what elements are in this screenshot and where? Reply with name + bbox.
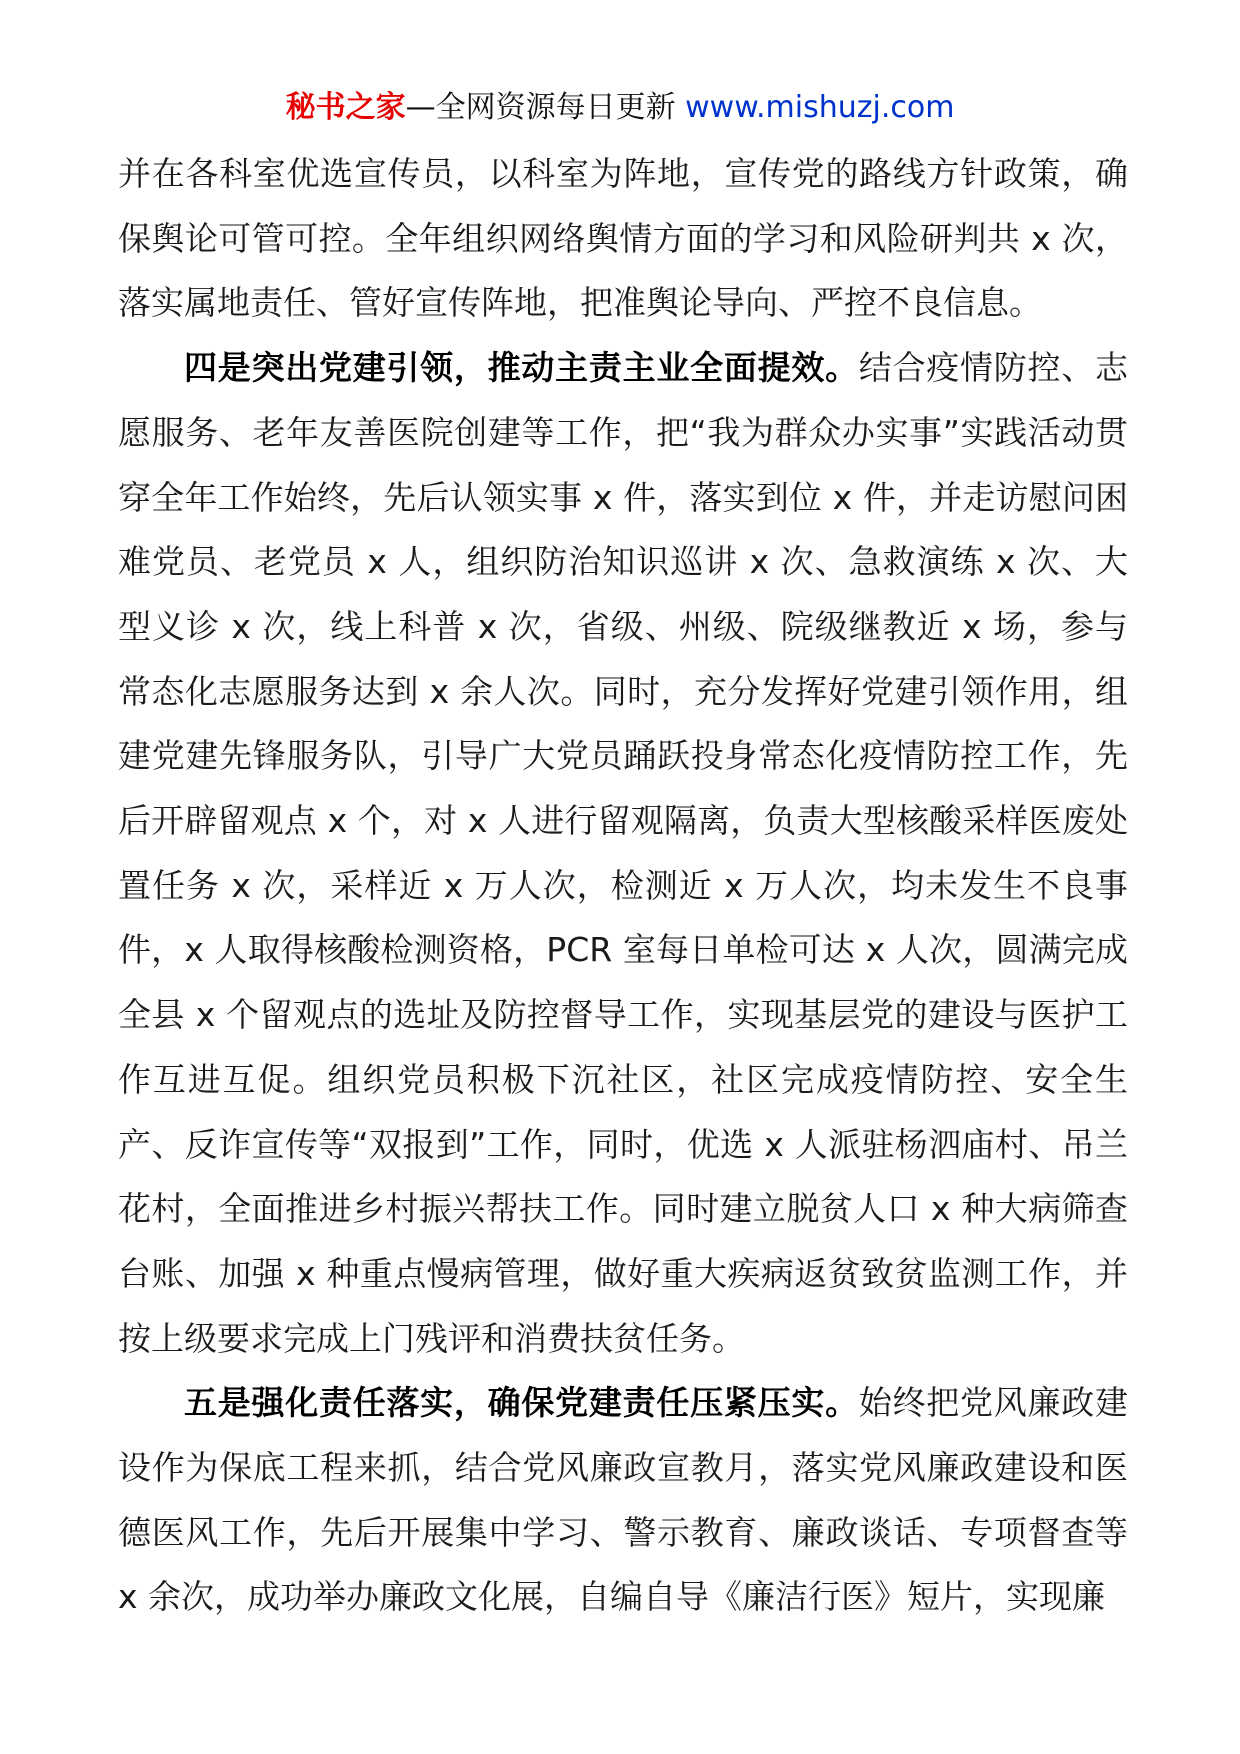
paragraph-text: 结合疫情防控、志愿服务、老年友善医院创建等工作，把“我为群众办实事”实践活动贯穿全年工作始终，先后认领实事 x 件，落实到位 x 件，并走访慰问困难党员、老党员 x 人，组织防治知识巡讲 x 次、急救演练 x 次、大型义诊 x 次，线上科普 x 次，省级、州级、院级继教近 x 场，参与常态化志愿服务达到 x 余人次。同时，充分发挥好党建引领作用，组建党建先锋服务队，引导广大党员踊跃投身常态化疫情防控工作，先后开辟留观点 x 个，对 x 人进行留观隔离，负责大型核酸采样医废处置任务 x 次，采样近 x 万人次，检测近 x 万人次，均未发生不良事件，x 人取得核酸检测资格，PCR 室每日单检可达 x 人次，圆满完成全县 x 个留观点的选址及防控督导工作，实现基层党的建设与医护工作互进互促。组织党员积极下沉社区，社区完成疫情防控、安全生产、反诈宣传等“双报到”工作，同时，优选 x 人派驻杨泗庙村、吊兰花村，全面推进乡村振兴帮扶工作。同时建立脱贫人口 x 种大病筛查台账、加强 x 种重点慢病管理，做好重大疾病返贫致贫监测工作，并按上级要求完成上门残评和消费扶贫任务。 xyxy=(118,348,1129,1358)
paragraph-section-four xyxy=(118,336,1128,1371)
paragraph-lead: 四是突出党建引领，推动主责主业全面提效。 xyxy=(184,348,859,388)
paragraph-text: 始终把党风廉政建设作为保底工程来抓，结合党风廉政宣教月，落实党风廉政建设和医德医风工作，先后开展集中学习、警示教育、廉政谈话、专项督查等 x 余次，成功举办廉政文化展，自编自导《廉洁行医》短片，实现廉 xyxy=(118,1383,1129,1617)
document-body xyxy=(118,142,1128,1630)
header-slogan: —全网资源每日更新 xyxy=(405,90,686,125)
paragraph-section-five xyxy=(118,1371,1128,1630)
paragraph-continuation xyxy=(118,142,1128,336)
paragraph-lead: 五是强化责任落实，确保党建责任压紧压实。 xyxy=(184,1383,859,1423)
header-url[interactable]: www.mishuzj.com xyxy=(685,90,955,125)
paragraph-text: 并在各科室优选宣传员，以科室为阵地，宣传党的路线方针政策，确保舆论可管可控。全年组织网络舆情方面的学习和风险研判共 x 次，落实属地责任、管好宣传阵地，把准舆论导向、严控不良信息。 xyxy=(118,154,1128,323)
header-brand: 秘书之家 xyxy=(285,90,406,125)
page-header xyxy=(0,88,1240,128)
